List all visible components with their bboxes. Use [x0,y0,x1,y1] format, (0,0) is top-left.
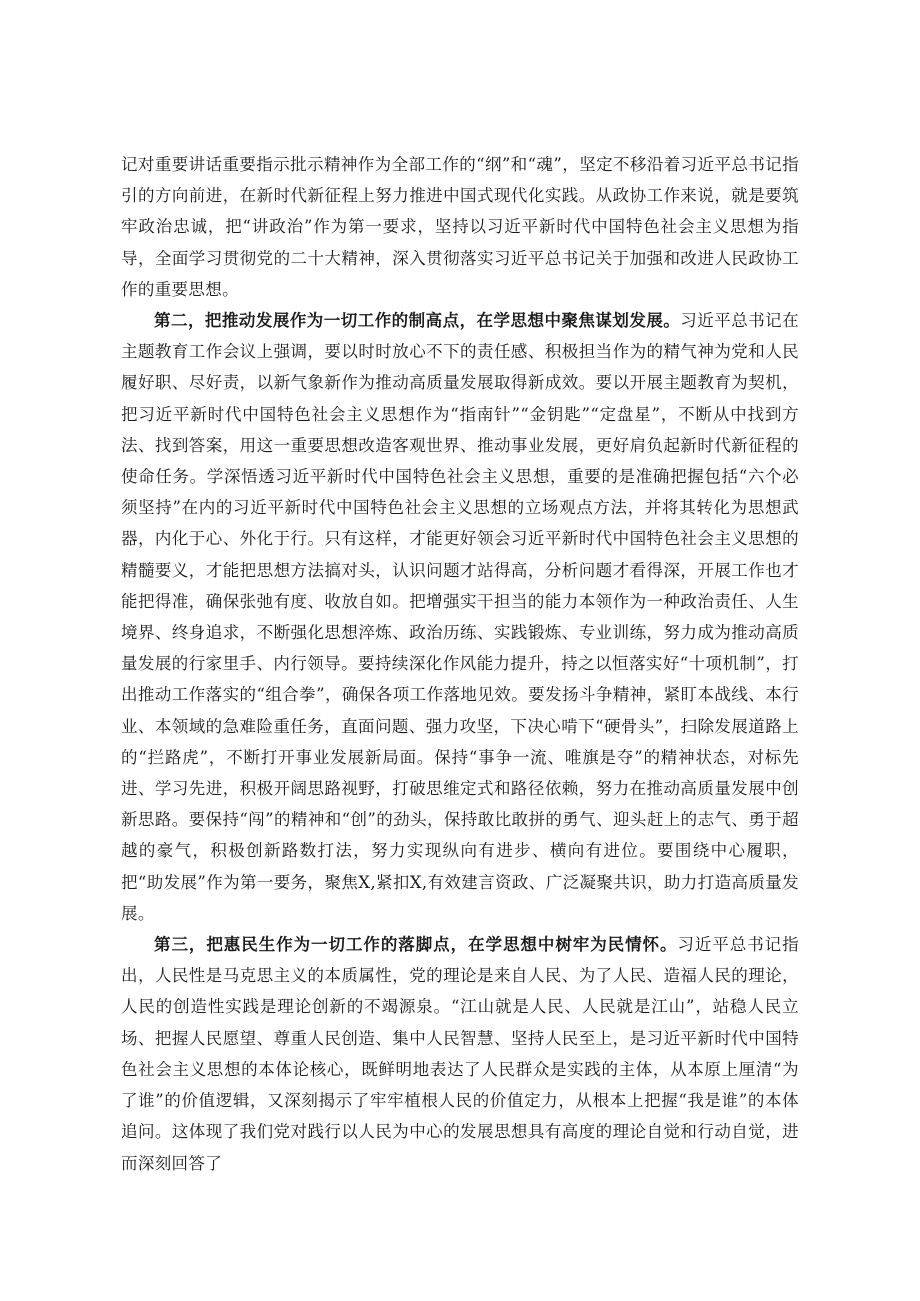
paragraph-text: 习近平总书记在主题教育工作会议上强调，要以时时放心不下的责任感、积极担当作为的精气神为党和人民履好职、尽好责，以新气象新作为推动高质量发展取得新成效。要以开展主题教育为契机，把习近平新时代中国特色社会主义思想作为“指南针”“金钥匙”“定盘星”，不断从中找到方法、找到答案，用这一重要思想改造客观世界、推动事业发展，更好肩负起新时代新征程的使命任务。学深悟透习近平新时代中国特色社会主义思想，重要的是准确把握包括“六个必须坚持”在内的习近平新时代中国特色社会主义思想的立场观点方法，并将其转化为思想武器，内化于心、外化于行。只有这样，才能更好领会习近平新时代中国特色社会主义思想的精髓要义，才能把思想方法搞对头，认识问题才站得高，分析问题才看得深，开展工作也才能把得准，确保张弛有度、收放自如。把增强实干担当的能力本领作为一种政治责任、人生境界、终身追求，不断强化思想淬炼、政治历练、实践锻炼、专业训练，努力成为推动高质量发展的行家里手、内行领导。要持续深化作风能力提升，持之以恒落实好“十项机制”，打出推动工作落实的“组合拳”，确保各项工作落地见效。要发扬斗争精神，紧盯本战线、本行业、本领域的急难险重任务，直面问题、强力攻坚，下决心啃下“硬骨头”，扫除发展道路上的“拦路虎”，不断打开事业发展新局面。保持“事争一流、唯旗是夺”的精神状态，对标先进、学习先进，积极开阔思路视野，打破思维定式和路径依赖，努力在推动高质量发展中创新思路。要保持“闯”的精神和“创”的劲头，保持敢比敢拼的勇气、迎头赶上的志气、勇于超越的豪气，积极创新路数打法，努力实现纵向有进步、横向有进位。要围绕中心履职，把“助发展”作为第一要务，聚焦X,紧扣X,有效建言资政、广泛凝聚共识，助力打造高质量发展。 [121,311,799,923]
paragraph-text: 记对重要讲话重要指示批示精神作为全部工作的“纲”和“魂”，坚定不移沿着习近平总书记指引的方向前进，在新时代新征程上努力推进中国式现代化实践。从政协工作来说，就是要筑牢政治忠诚，把“讲政治”作为第一要求，坚持以习近平新时代中国特色社会主义思想为指导，全面学习贯彻党的二十大精神，深入贯彻落实习近平总书记关于加强和改进人民政协工作的重要思想。 [121,155,799,299]
paragraph-heading: 第二，把推动发展作为一切工作的制高点，在学思想中聚焦谋划发展。 [154,311,681,331]
paragraph-continuation [121,149,799,305]
paragraph-heading: 第三，把惠民生作为一切工作的落脚点，在学思想中树牢为民情怀。 [154,935,678,955]
paragraph-third-point [121,929,799,1179]
document-body [121,149,799,1179]
paragraph-second-point [121,305,799,929]
paragraph-text: 习近平总书记指出，人民性是马克思主义的本质属性，党的理论是来自人民、为了人民、造福人民的理论，人民的创造性实践是理论创新的不竭源泉。“江山就是人民、人民就是江山”，站稳人民立场、把握人民愿望、尊重人民创造、集中人民智慧、坚持人民至上，是习近平新时代中国特色社会主义思想的本体论核心，既鲜明地表达了人民群众是实践的主体，从本原上厘清“为了谁”的价值逻辑，又深刻揭示了牢牢植根人民的价值定力，从根本上把握“我是谁”的本体追问。这体现了我们党对践行以人民为中心的发展思想具有高度的理论自觉和行动自觉，进而深刻回答了 [121,935,800,1173]
